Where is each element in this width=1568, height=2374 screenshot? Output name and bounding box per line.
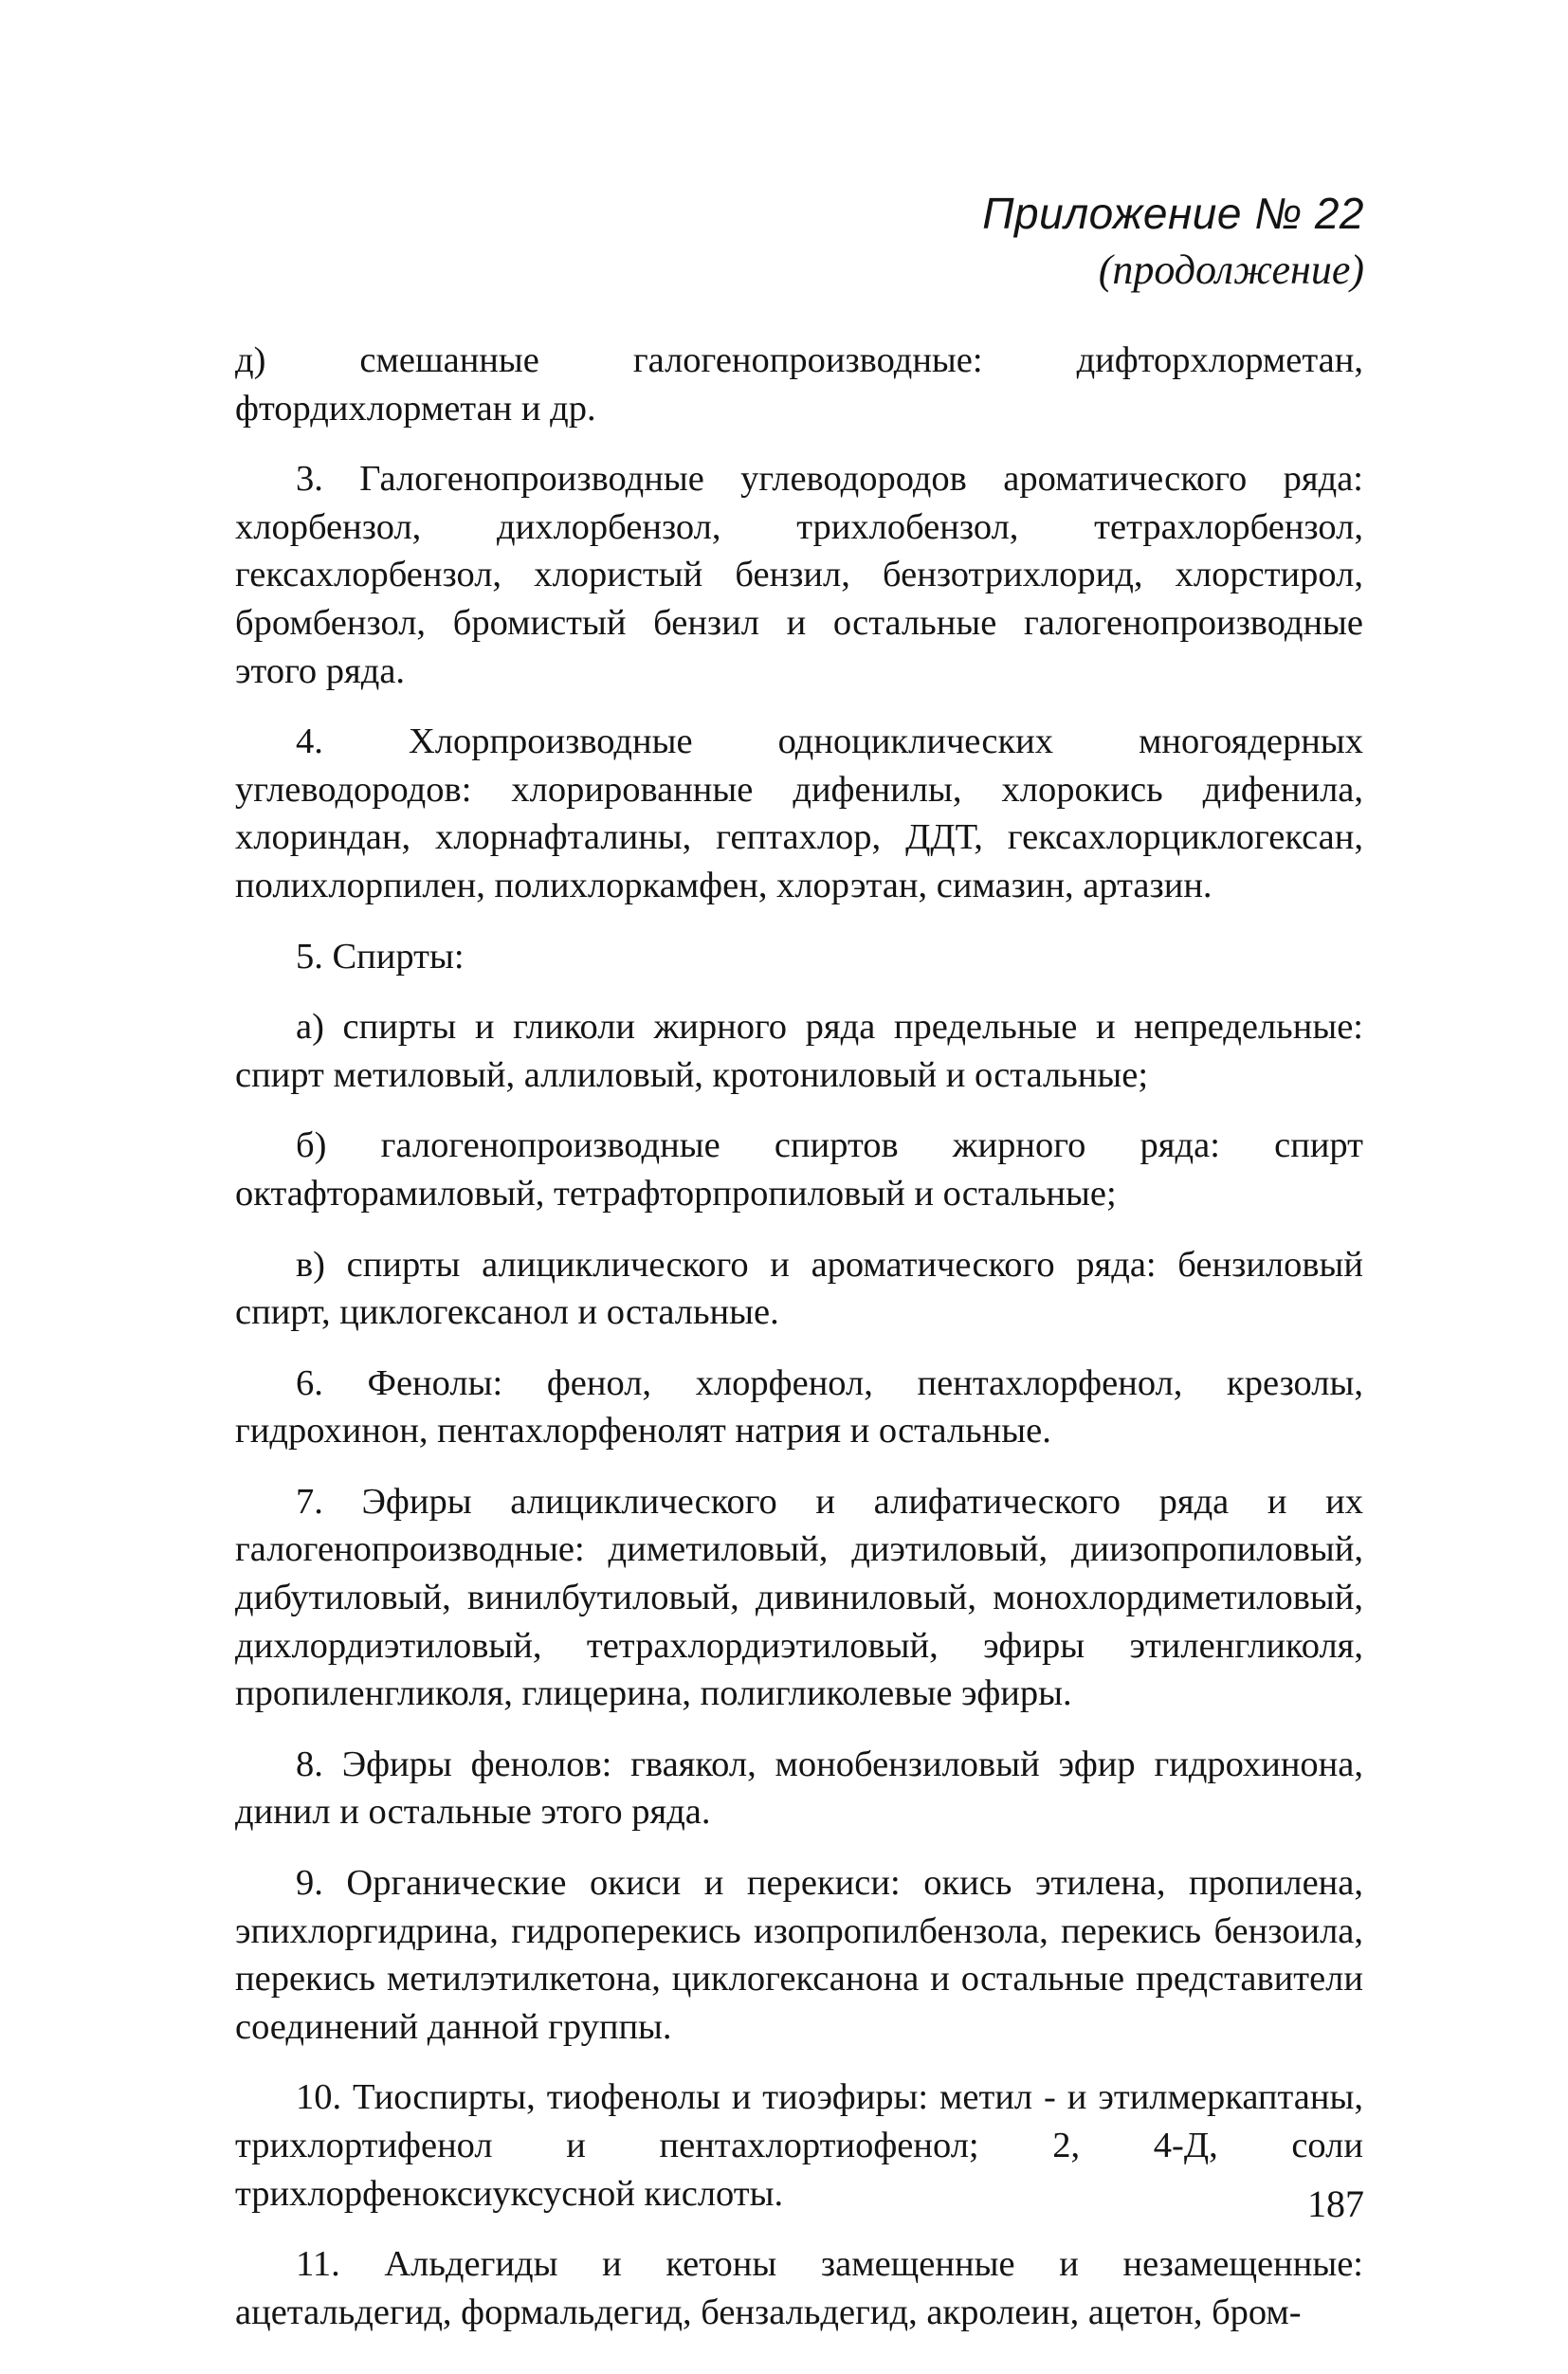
paragraph-item-3: 3. Галогенопроизводные углеводородов ароматического ряда: хлорбензол, дихлорбензол, трихлобензол, тетрахлорбензол, гексахлорбензол, хлористый бензил, бензотрихлорид, хлорстирол, бромбензол, бромистый бензил и остальные галогенопроизводные этого ряда. <box>235 459 1363 691</box>
paragraph-item-6: 6. Фенолы: фенол, хлорфенол, пентахлорфенол, крезолы, гидрохинон, пентахлорфенолят натрия и остальные. <box>235 1362 1363 1452</box>
paragraph-item-8: 8. Эфиры фенолов: гваякол, монобензиловый эфир гидрохинона, динил и остальные этого ряда. <box>235 1744 1363 1833</box>
paragraph-item-9: 9. Органические окиси и перекиси: окись этилена, пропилена, эпихлоргидрина, гидроперекись изопропилбензола, перекись бензоила, перекись метилэтилкетона, циклогексанона и остальные представители соединений данной группы. <box>235 1863 1363 2047</box>
paragraph-mixed-halogen: д) смешанные галогенопроизводные: дифторхлорметан, фтордихлорметан и др. <box>235 340 1363 429</box>
paragraph-item-5a: а) спирты и гликоли жирного ряда предельные и непредельные: спирт метиловый, аллиловый, кротониловый и остальные; <box>235 1007 1363 1095</box>
document-body <box>235 337 1363 2359</box>
appendix-header <box>982 185 1364 299</box>
paragraph-item-5b: б) галогенопроизводные спиртов жирного ряда: спирт октафторамиловый, тетрафторпропиловый и остальные; <box>235 1125 1363 1214</box>
appendix-title: Приложение № 22 <box>982 189 1364 238</box>
page-number: 187 <box>1307 2182 1364 2225</box>
paragraph-item-10: 10. Тиоспирты, тиофенолы и тиоэфиры: метил - и этилмеркаптаны, трихлортифенол и пентахлортиофенол; 2, 4-Д, соли трихлорфеноксиуксусной кислоты. <box>235 2077 1363 2214</box>
paragraph-item-7: 7. Эфиры алициклического и алифатического ряда и их галогенопроизводные: диметиловый, диэтиловый, диизопропиловый, дибутиловый, винилбутиловый, дивиниловый, монохлордиметиловый, дихлордиэтиловый, тетрахлордиэтиловый, эфиры этиленгликоля, пропиленгликоля, глицерина, полигликолевые эфиры. <box>235 1481 1363 1714</box>
paragraph-item-5v: в) спирты алициклического и ароматического ряда: бензиловый спирт, циклогексанол и остальные. <box>235 1244 1363 1333</box>
paragraph-item-5: 5. Спирты: <box>296 936 465 977</box>
paragraph-item-11: 11. Альдегиды и кетоны замещенные и незамещенные: ацетальдегид, формальдегид, бензальдегид, акролеин, ацетон, бром- <box>235 2244 1363 2332</box>
paragraph-item-4: 4. Хлорпроизводные одноциклических многоядерных углеводородов: хлорированные дифенилы, хлорокись дифенила, хлориндан, хлорнафталины, гептахлор, ДДТ, гексахлорциклогексан, полихлорпилен, полихлоркамфен, хлорэтан, симазин, артазин. <box>235 721 1363 905</box>
appendix-subtitle: (продолжение) <box>1098 247 1364 293</box>
